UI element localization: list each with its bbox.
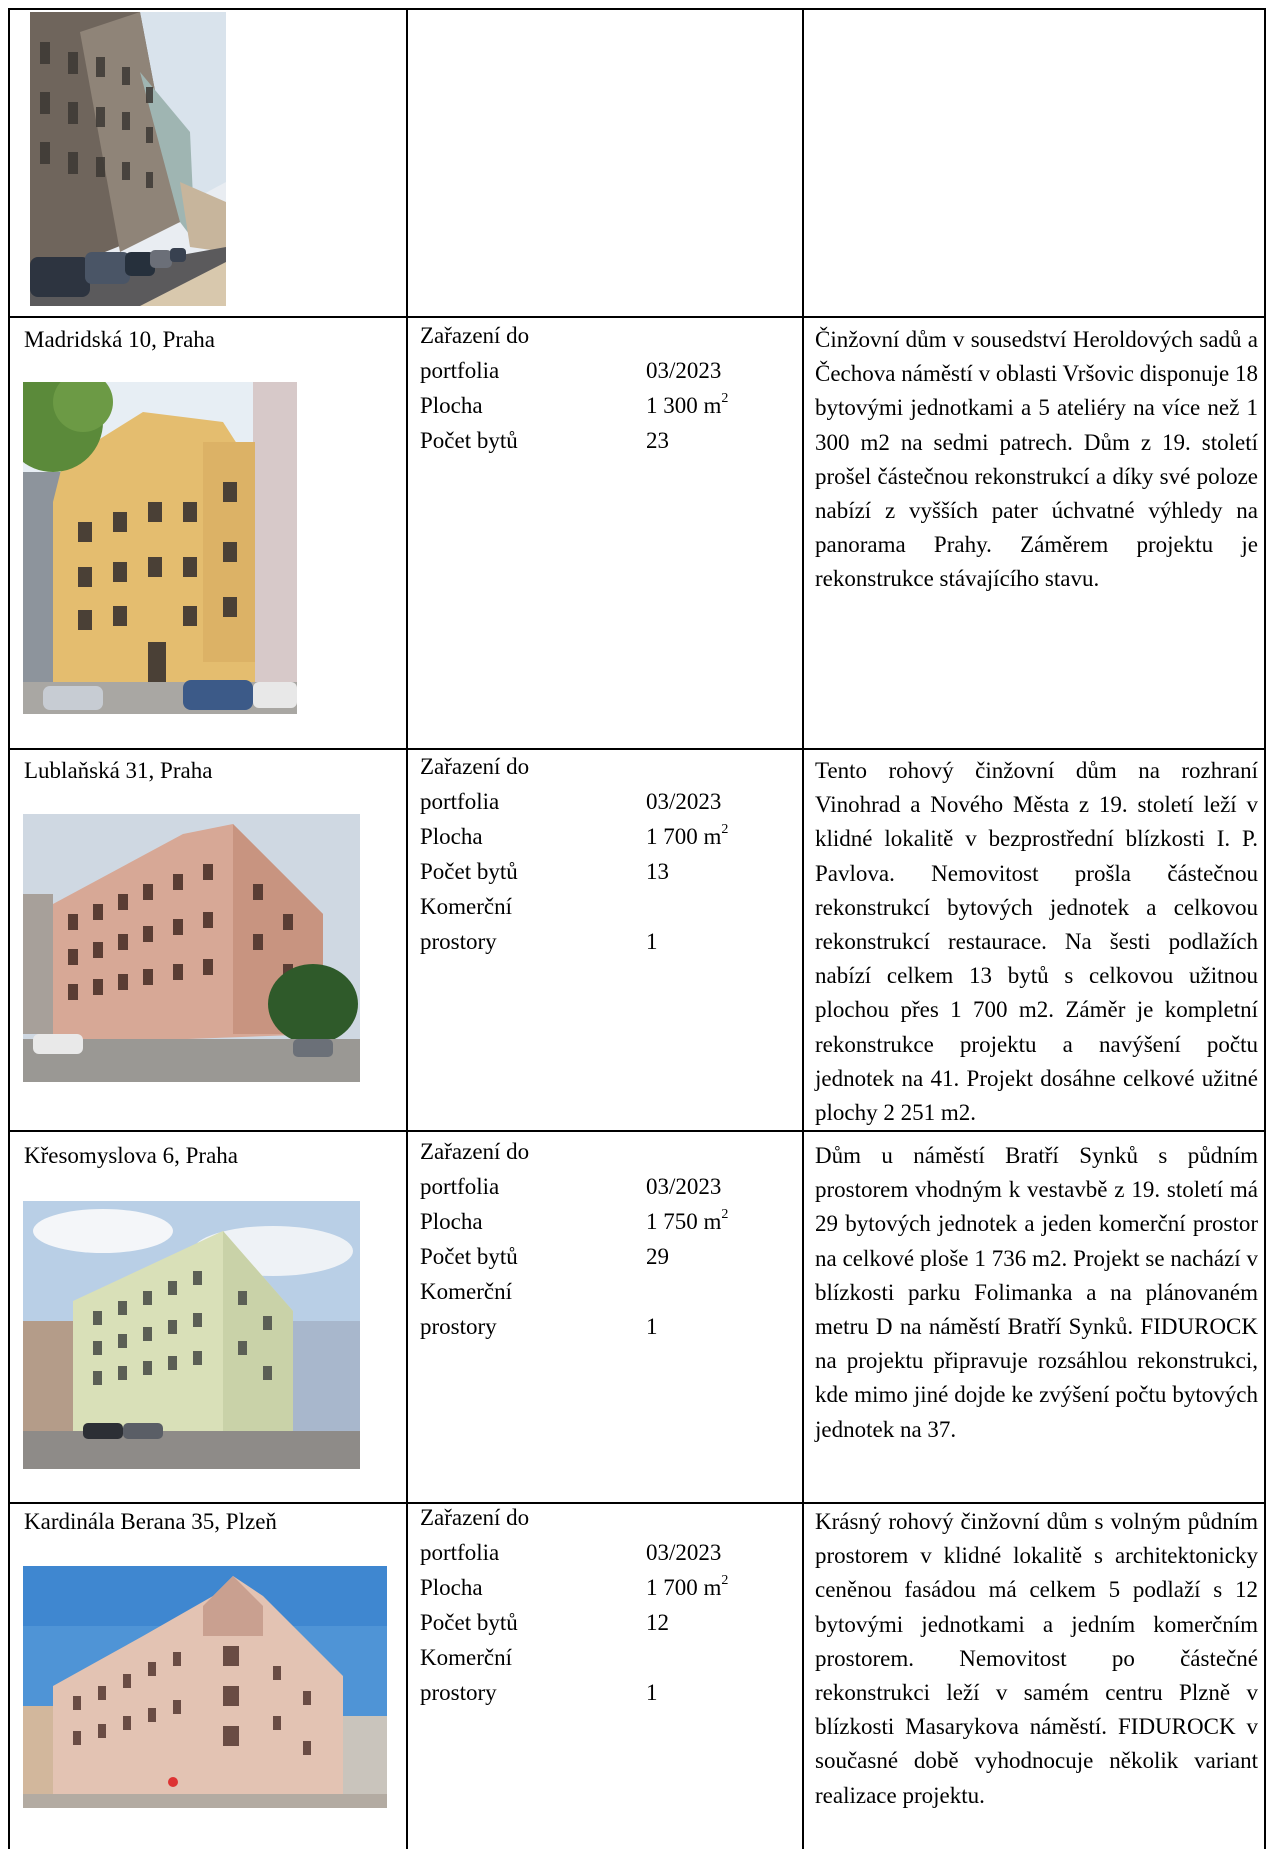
row-divider [8, 1502, 1266, 1504]
portfolio-label-cont: portfolia [420, 358, 500, 383]
portfolio-label-cont: portfolia [420, 1540, 500, 1565]
flats-label: Počet bytů [420, 1610, 518, 1635]
portfolio-label-cont: portfolia [420, 1174, 500, 1199]
flats-label: Počet bytů [420, 859, 518, 884]
table-border-col2 [802, 8, 804, 1849]
property-description: Krásný rohový činžovní dům s volným půdním prostorem v klidné lokalitě s architektonicky ceněnou fasádou má celkem 5 podlaží s 12 bytovými jednotkami a jedním komerčním prostorem. Nemovitost po částečné rekonstrukci leží v samém centru Plzně v blízkosti Masarykova náměstí. FIDUROCK v současné době vyhodnocuje několik variant realizace projektu. [815, 1509, 1258, 1808]
table-border-top [8, 8, 1266, 10]
property-description: Tento rohový činžovní dům na rozhraní Vinohrad a Nového Města z 19. století leží v klidné lokalitě v bezprostřední blízkosti I. P. Pavlova. Nemovitost prošla částečnou rekonstrukcí bytových jednotek a celkovou rekonstrukcí restaurace. Na šesti podlažích nabízí celkem 13 bytů s celkovou užitnou plochou přes 1 700 m2. Záměr je kompletní rekonstrukce projektu a navýšení počtu jednotek na 41. Projekt dosáhne celkové užitné plochy 2 251 m2. [815, 758, 1258, 1126]
commercial-value: 1 [646, 929, 658, 954]
flats-value: 12 [646, 1610, 669, 1635]
area-value: 1 750 $m^2$ [646, 1207, 729, 1234]
table-border-col1 [406, 8, 408, 1849]
area-value: 1 300 $m^2$ [646, 391, 729, 418]
area-label: Plocha [420, 1209, 483, 1234]
property-address: Křesomyslova 6, Praha [24, 1143, 238, 1168]
portfolio-label-cont: portfolia [420, 789, 500, 814]
flats-label: Počet bytů [420, 1244, 518, 1269]
commercial-label-cont: prostory [420, 1314, 497, 1339]
flats-label: Počet bytů [420, 428, 518, 453]
commercial-value: 1 [646, 1680, 658, 1705]
portfolio-date: 03/2023 [646, 789, 722, 814]
commercial-label-cont: prostory [420, 1680, 497, 1705]
building-photo [23, 1566, 387, 1808]
commercial-value: 1 [646, 1314, 658, 1339]
commercial-label: Komerční [420, 1279, 512, 1304]
portfolio-label: Zařazení do [420, 1139, 530, 1164]
property-description: Dům u náměstí Bratří Synků s půdním prostorem vhodným k vestavbě z 19. století má 29 bytových jednotek a jeden komerční prostor na celkové ploše 1 736 m2. Projekt se nachází v blízkosti parku Folimanka a na plánovaném metru D na náměstí Bratří Synků. FIDUROCK na projektu připravuje rozsáhlou rekonstrukci, kde mimo jiné dojde ke zvýšení počtu bytových jednotek na 37. [815, 1143, 1258, 1442]
building-photo [23, 1201, 360, 1469]
area-label: Plocha [420, 1575, 483, 1600]
flats-value: 29 [646, 1244, 669, 1269]
area-label: Plocha [420, 824, 483, 849]
property-address: Madridská 10, Praha [24, 327, 215, 352]
building-photo [23, 382, 297, 714]
row-divider [8, 748, 1266, 750]
table-border-left [8, 8, 10, 1849]
portfolio-date: 03/2023 [646, 1540, 722, 1565]
row-divider [8, 316, 1266, 318]
commercial-label: Komerční [420, 894, 512, 919]
property-address: Lublaňská 31, Praha [24, 758, 213, 783]
flats-value: 13 [646, 859, 669, 884]
street-photo [30, 12, 226, 306]
portfolio-date: 03/2023 [646, 1174, 722, 1199]
portfolio-label: Zařazení do [420, 754, 530, 779]
portfolio-label: Zařazení do [420, 1505, 530, 1530]
portfolio-date: 03/2023 [646, 358, 722, 383]
property-address: Kardinála Berana 35, Plzeň [24, 1509, 277, 1534]
building-photo [23, 814, 360, 1082]
flats-value: 23 [646, 428, 669, 453]
area-value: 1 700 $m^2$ [646, 822, 729, 849]
row-divider [8, 1130, 1266, 1132]
property-description: Činžovní dům v sousedství Heroldových sadů a Čechova náměstí v oblasti Vršovic disponuje 18 bytovými jednotkami a 5 ateliéry na více než 1 300 m2 na sedmi patrech. Dům z 19. století prošel částečnou rekonstrukcí a díky své poloze nabízí z vyšších pater úchvatné výhledy na panorama Prahy. Záměrem projektu je rekonstrukce stávajícího stavu. [815, 327, 1258, 592]
portfolio-label: Zařazení do [420, 323, 530, 348]
area-label: Plocha [420, 393, 483, 418]
commercial-label: Komerční [420, 1645, 512, 1670]
area-value: 1 700 $m^2$ [646, 1573, 729, 1600]
commercial-label-cont: prostory [420, 929, 497, 954]
